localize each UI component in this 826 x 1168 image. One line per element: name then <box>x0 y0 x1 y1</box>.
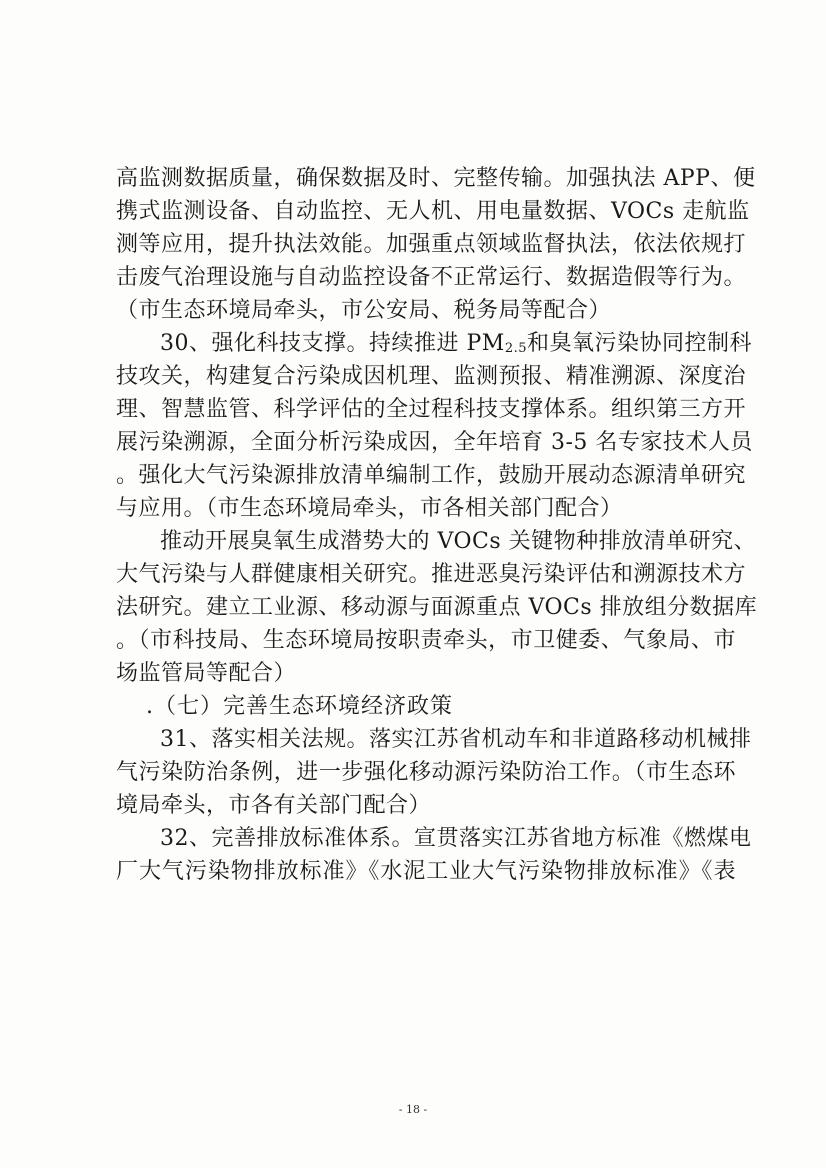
item-30-suffix: 和臭氧污染协同控制科 <box>527 331 753 356</box>
text-line: 理、智慧监管、科学评估的全过程科技支撑体系。组织第三方开 <box>116 397 747 422</box>
item-30-first-line <box>116 327 753 360</box>
text-line: 场监管局等配合） <box>116 661 297 686</box>
text-line: 。（市科技局、生态环境局按职责牵头，市卫健委、气象局、市 <box>116 628 736 653</box>
item-30-prefix: 30、强化科技支撑。持续推进 PM <box>160 331 505 356</box>
text-line: 携式监测设备、自动监控、无人机、用电量数据、VOCs 走航监 <box>116 199 750 224</box>
pm-subscript: 2.5 <box>504 341 528 356</box>
text-line: 。强化大气污染源排放清单编制工作，鼓励开展动态源清单研究 <box>116 463 747 488</box>
text-line: 大气污染与人群健康相关研究。推进恶臭污染评估和溯源技术方 <box>116 562 747 587</box>
text-line: 高监测数据质量，确保数据及时、完整传输。加强执法 APP、便 <box>116 166 756 191</box>
text-line: 与应用。（市生态环境局牵头，市各相关部门配合） <box>116 496 623 521</box>
text-line: 推动开展臭氧生成潜势大的 VOCs 关键物种排放清单研究、 <box>160 529 757 554</box>
text-line: 击废气治理设施与自动监控设备不正常运行、数据造假等行为。 <box>116 265 747 290</box>
text-line: 气污染防治条例，进一步强化移动源污染防治工作。（市生态环 <box>116 760 736 785</box>
text-line: （市生态环境局牵头，市公安局、税务局等配合） <box>116 298 612 323</box>
text-line: 法研究。建立工业源、移动源与面源重点 VOCs 排放组分数据库 <box>116 595 758 620</box>
text-line: 境局牵头，市各有关部门配合） <box>116 793 432 818</box>
section-7-heading: .（七）完善生态环境经济政策 <box>146 694 453 719</box>
text-line: 厂大气污染物排放标准》《水泥工业大气污染物排放标准》《表 <box>116 859 736 884</box>
text-line: 测等应用，提升执法效能。加强重点领域监督执法，依法依规打 <box>116 232 747 257</box>
page-number: - 18 - <box>398 1103 428 1116</box>
text-line: 技攻关，构建复合污染成因机理、监测预报、精准溯源、深度治 <box>116 364 747 389</box>
text-line: 展污染溯源，全面分析污染成因，全年培育 3-5 名专家技术人员 <box>116 430 753 455</box>
text-line: 32、完善排放标准体系。宣贯落实江苏省地方标准《燃煤电 <box>160 826 752 851</box>
text-line: 31、落实相关法规。落实江苏省机动车和非道路移动机械排 <box>160 727 752 752</box>
body-text <box>116 162 758 888</box>
